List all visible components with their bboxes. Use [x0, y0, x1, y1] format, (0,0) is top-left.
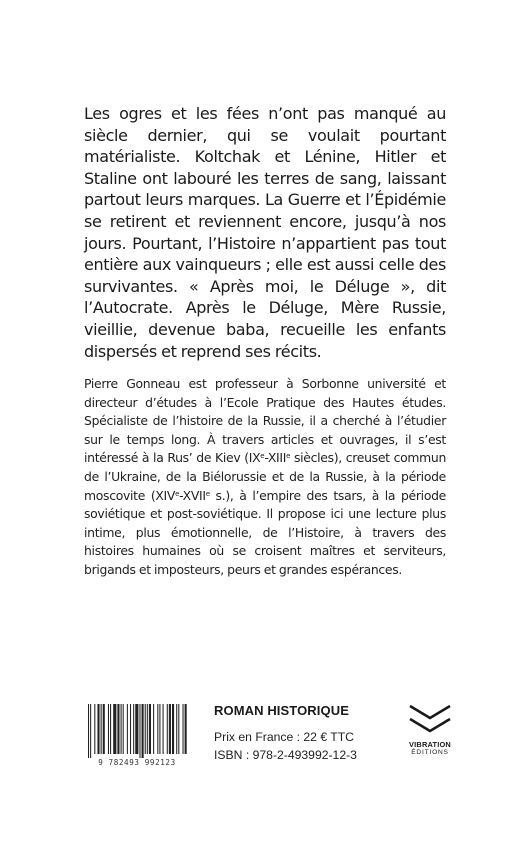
barcode-digits: 9 782493 992123: [98, 758, 176, 767]
barcode-bar: [123, 704, 124, 754]
book-info: [214, 703, 394, 764]
barcode-bar: [159, 704, 160, 754]
barcode-bar: [133, 704, 134, 754]
bio-text-2: -XIII: [264, 450, 287, 466]
bio-text-5: s.), à l’empire des tsars, à la période soviétique et post-soviétique. Il propose ici une lecture plus intime, plus émotionnelle, de l’Histoire, à travers des histoires humaines où se croisent maîtres et serviteurs, brigands et imposteurs, peurs et grandes espérances.: [84, 487, 446, 577]
barcode-bar: [167, 704, 168, 754]
barcode-bar: [172, 704, 174, 754]
barcode-bar: [108, 704, 109, 754]
barcode-bar: [117, 704, 119, 754]
barcode-bar: [135, 704, 138, 754]
bio-text-1: Pierre Gonneau est professeur à Sorbonne université et directeur d’études à l’Ecole Pratique des Hautes études. Spécialiste de l’histoire de la Russie, il a cherché à l’étudier sur le temps long. À travers articles et ouvrages, il s’est intéressé à la Rus’ de Kiev (IX: [84, 376, 446, 466]
barcode-bar: [163, 704, 164, 754]
barcode-bar: [142, 704, 144, 758]
barcode-bar: [185, 704, 187, 754]
barcode-bar: [110, 704, 111, 754]
barcode-bar: [149, 704, 151, 754]
barcode-bar: [94, 704, 95, 754]
barcode-bar: [127, 704, 128, 754]
bio-sup-4: e: [205, 489, 210, 498]
barcode-bar: [130, 704, 131, 754]
publisher-sub: ÉDITIONS: [411, 749, 449, 756]
bio-sup-2: e: [286, 452, 291, 461]
barcode-bar: [176, 704, 177, 754]
barcode-bar: [169, 704, 171, 754]
barcode-bar: [183, 704, 184, 754]
barcode-bars: [84, 704, 190, 758]
barcode-bar: [157, 704, 158, 754]
barcode-bar: [97, 704, 99, 754]
publisher-logo: [406, 703, 454, 769]
isbn-label: ISBN : 978-2-493992-12-3: [214, 748, 357, 762]
cover-blurb: Les ogres et les fées n’ont pas manqué au siècle dernier, qui se voulait pourtant matérialiste. Koltchak et Lénine, Hitler et Staline ont labouré les terres de sang, laissant partout leurs marques. La Guerre et l’Épidémie se retirent et reviennent encore, jusqu’à nos jours. Pourtant, l’Histoire n’appartient pas tout entière aux vainqueurs ; elle est aussi celle des survivantes. « Après moi, le Déluge », dit l’Autocrate. Après le Déluge, Mère Russie, vieillie, devenue baba, recueille les enfants dispersés et reprend ses récits.: [84, 104, 446, 361]
price-label: Prix en France : 22 € TTC: [214, 730, 354, 744]
bio-sup-1: e: [260, 452, 265, 461]
barcode-bar: [147, 704, 148, 754]
bio-text-4: -XVII: [179, 487, 206, 503]
publisher-name: VIBRATION: [409, 740, 451, 749]
barcode-bar: [103, 704, 105, 754]
double-chevron-icon: [407, 703, 453, 737]
barcode-bar: [178, 704, 179, 754]
barcode-bar: [121, 704, 122, 754]
isbn-barcode: [84, 704, 190, 770]
barcode-bar: [113, 704, 116, 754]
barcode-bar: [153, 704, 154, 754]
barcode-bar: [90, 704, 91, 758]
genre-label: ROMAN HISTORIQUE: [214, 703, 349, 718]
barcode-bar: [101, 704, 102, 754]
barcode-bar: [88, 704, 89, 758]
barcode-bar: [139, 704, 140, 758]
bio-sup-3: e: [175, 489, 180, 498]
bio-text-3: siècles), creuset commun de l’Ukraine, de la Biélorussie et de la Russie, à la période moscovite (XIV: [84, 450, 447, 503]
author-bio: [84, 375, 446, 580]
barcode-bar: [145, 704, 146, 754]
